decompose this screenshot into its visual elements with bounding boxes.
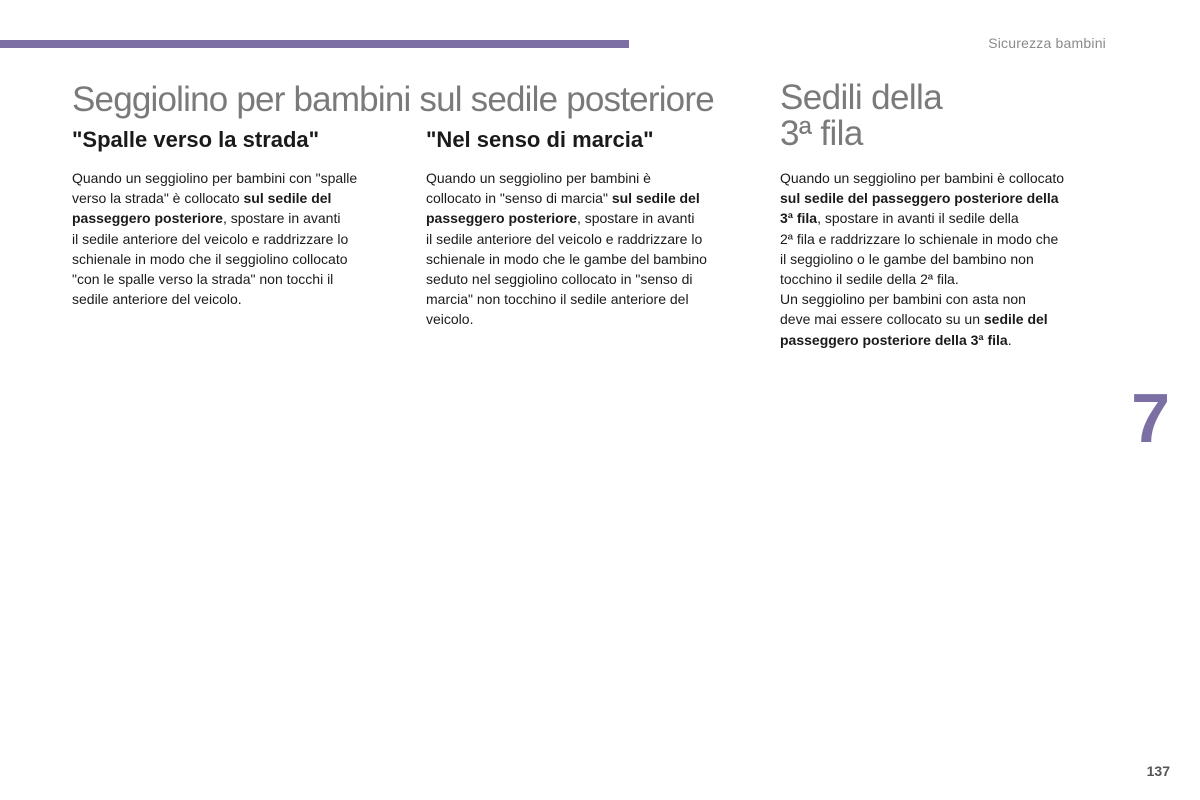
bold-text: sul sedile del passeggero posteriore della (780, 190, 1059, 207)
column-rear-facing (72, 168, 392, 309)
text: il sedile anteriore del veicolo e raddrizzare lo (426, 230, 703, 247)
text-line (780, 168, 1100, 188)
chapter-number: 7 (1131, 379, 1170, 457)
text: schienale in modo che il seggiolino collocato (72, 250, 348, 267)
text: il seggiolino o le gambe del bambino non (780, 250, 1034, 267)
text-line (72, 289, 392, 309)
text: Quando un seggiolino per bambini è collocato (780, 170, 1065, 186)
text-line (72, 229, 392, 249)
text-line (426, 188, 746, 208)
side-title-line-2: 3ª fila (780, 114, 863, 153)
bold-text: sul sedile del (243, 190, 332, 207)
text-line (72, 188, 392, 208)
text-line (780, 309, 1100, 329)
text: , spostare in avanti il sedile della (817, 210, 1019, 227)
text: verso la strada" è collocato (72, 190, 244, 207)
text-line (72, 208, 392, 228)
header-accent-bar (0, 40, 629, 48)
text-line (780, 269, 1100, 289)
bold-text: sedile del (983, 311, 1048, 328)
text-line (72, 168, 392, 188)
text: marcia" non tocchino il sedile anteriore del (426, 291, 689, 308)
text: "con le spalle verso la strada" non tocchi il (72, 271, 334, 288)
text-line (780, 249, 1100, 269)
text: tocchino il sedile della 2ª fila. (780, 271, 959, 288)
side-title (780, 80, 942, 152)
text: Quando un seggiolino per bambini con "spalle (72, 170, 358, 186)
text-line (780, 229, 1100, 249)
text: deve mai essere collocato su un (780, 311, 984, 328)
text-line (426, 309, 746, 329)
bold-text: sul sedile del (611, 190, 700, 207)
text: il sedile anteriore del veicolo e raddrizzare lo (72, 230, 349, 247)
bold-text: passeggero posteriore della 3ª fila (780, 331, 1008, 348)
text-line (780, 330, 1100, 350)
text: seduto nel seggiolino collocato in "senso di (426, 271, 693, 288)
text-line (780, 208, 1100, 228)
side-title-line-1: Sedili della (780, 78, 943, 117)
column-forward-facing (426, 168, 746, 330)
main-title: Seggiolino per bambini sul sedile posteriore (72, 80, 714, 119)
subtitle-rear-facing: "Spalle verso la strada" (72, 127, 320, 152)
text: 2ª fila e raddrizzare lo schienale in modo che (780, 230, 1059, 247)
text-line (780, 289, 1100, 309)
subtitle-forward-facing: "Nel senso di marcia" (426, 127, 654, 152)
text-line (72, 269, 392, 289)
text-line (426, 168, 746, 188)
text: , spostare in avanti (222, 210, 341, 227)
text: collocato in "senso di marcia" (426, 190, 612, 207)
page-number: 137 (1146, 763, 1170, 779)
text: veicolo. (426, 311, 474, 328)
text: . (1007, 331, 1012, 348)
text-line (780, 188, 1100, 208)
text-line (426, 208, 746, 228)
column-third-row (780, 168, 1100, 350)
text-line (426, 249, 746, 269)
text-line (72, 249, 392, 269)
bold-text: 3ª fila (780, 210, 818, 227)
bold-text: passeggero posteriore (426, 210, 577, 227)
text-line (426, 229, 746, 249)
text: schienale in modo che le gambe del bambino (426, 250, 707, 267)
text: sedile anteriore del veicolo. (72, 291, 242, 308)
text-line (426, 289, 746, 309)
text-line (426, 269, 746, 289)
section-header: Sicurezza bambini (988, 35, 1106, 51)
text: , spostare in avanti (576, 210, 695, 227)
text: Un seggiolino per bambini con asta non (780, 291, 1026, 308)
text: Quando un seggiolino per bambini è (426, 170, 651, 186)
bold-text: passeggero posteriore (72, 210, 223, 227)
